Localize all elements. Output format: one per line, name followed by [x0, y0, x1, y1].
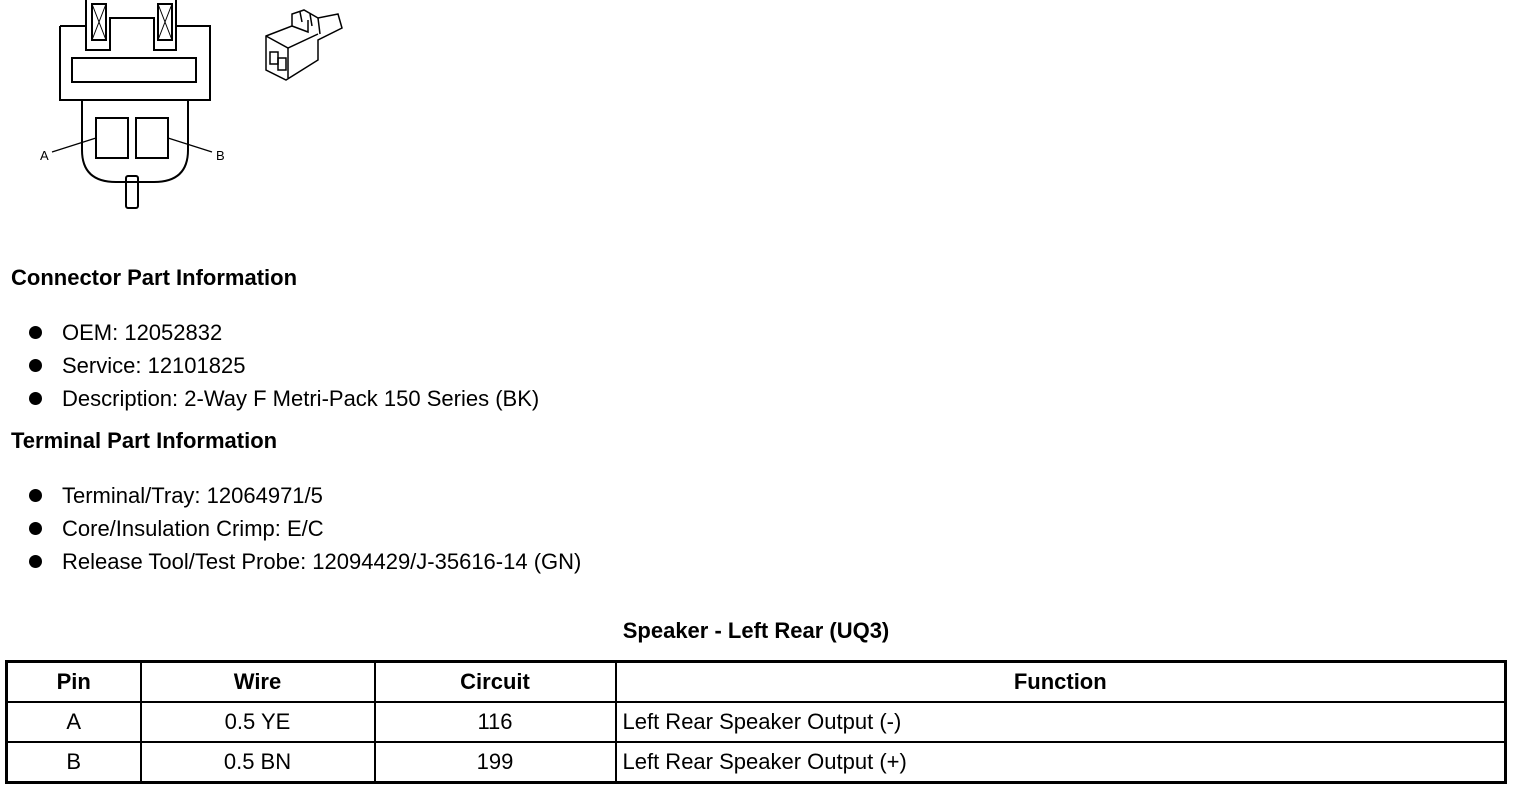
pin-label-b: B [216, 148, 225, 163]
cell-circuit: 199 [375, 742, 616, 783]
connector-face-diagram [30, 0, 240, 215]
list-item-text: Terminal/Tray: 12064971/5 [62, 483, 323, 508]
list-item-text: Release Tool/Test Probe: 12094429/J-35616-14 (GN) [62, 549, 582, 574]
pin-table [5, 660, 1507, 784]
cell-function: Left Rear Speaker Output (-) [616, 702, 1506, 742]
pin-label-a: A [40, 148, 49, 163]
bullet-icon [29, 489, 42, 502]
list-item-text: Description: 2-Way F Metri-Pack 150 Series (BK) [62, 386, 540, 411]
cell-pin: B [7, 742, 141, 783]
list-item [26, 349, 539, 382]
column-header-circuit: Circuit [375, 662, 616, 703]
cell-wire: 0.5 YE [141, 702, 375, 742]
connector-isometric-view [258, 0, 348, 90]
bullet-icon [29, 392, 42, 405]
terminal-part-info-heading: Terminal Part Information [11, 428, 278, 453]
pin-table-title: Speaker - Left Rear (UQ3) [622, 618, 890, 643]
connector-part-info-heading: Connector Part Information [11, 265, 298, 290]
bullet-icon [29, 326, 42, 339]
list-item-text: Core/Insulation Crimp: E/C [62, 516, 324, 541]
list-item [26, 479, 581, 512]
cell-circuit: 116 [375, 702, 616, 742]
list-item-text: Service: 12101825 [62, 353, 246, 378]
table-row [7, 742, 1506, 783]
table-header-row [7, 662, 1506, 703]
list-item [26, 316, 539, 349]
bullet-icon [29, 522, 42, 535]
bullet-icon [29, 555, 42, 568]
column-header-pin: Pin [7, 662, 141, 703]
list-item [26, 512, 581, 545]
column-header-wire: Wire [141, 662, 375, 703]
table-row [7, 702, 1506, 742]
cell-pin: A [7, 702, 141, 742]
terminal-part-info-list [26, 479, 581, 578]
list-item [26, 382, 539, 415]
bullet-icon [29, 359, 42, 372]
connector-part-info-list [26, 316, 539, 415]
cell-function: Left Rear Speaker Output (+) [616, 742, 1506, 783]
column-header-function: Function [616, 662, 1506, 703]
cell-wire: 0.5 BN [141, 742, 375, 783]
list-item-text: OEM: 12052832 [62, 320, 223, 345]
list-item [26, 545, 581, 578]
